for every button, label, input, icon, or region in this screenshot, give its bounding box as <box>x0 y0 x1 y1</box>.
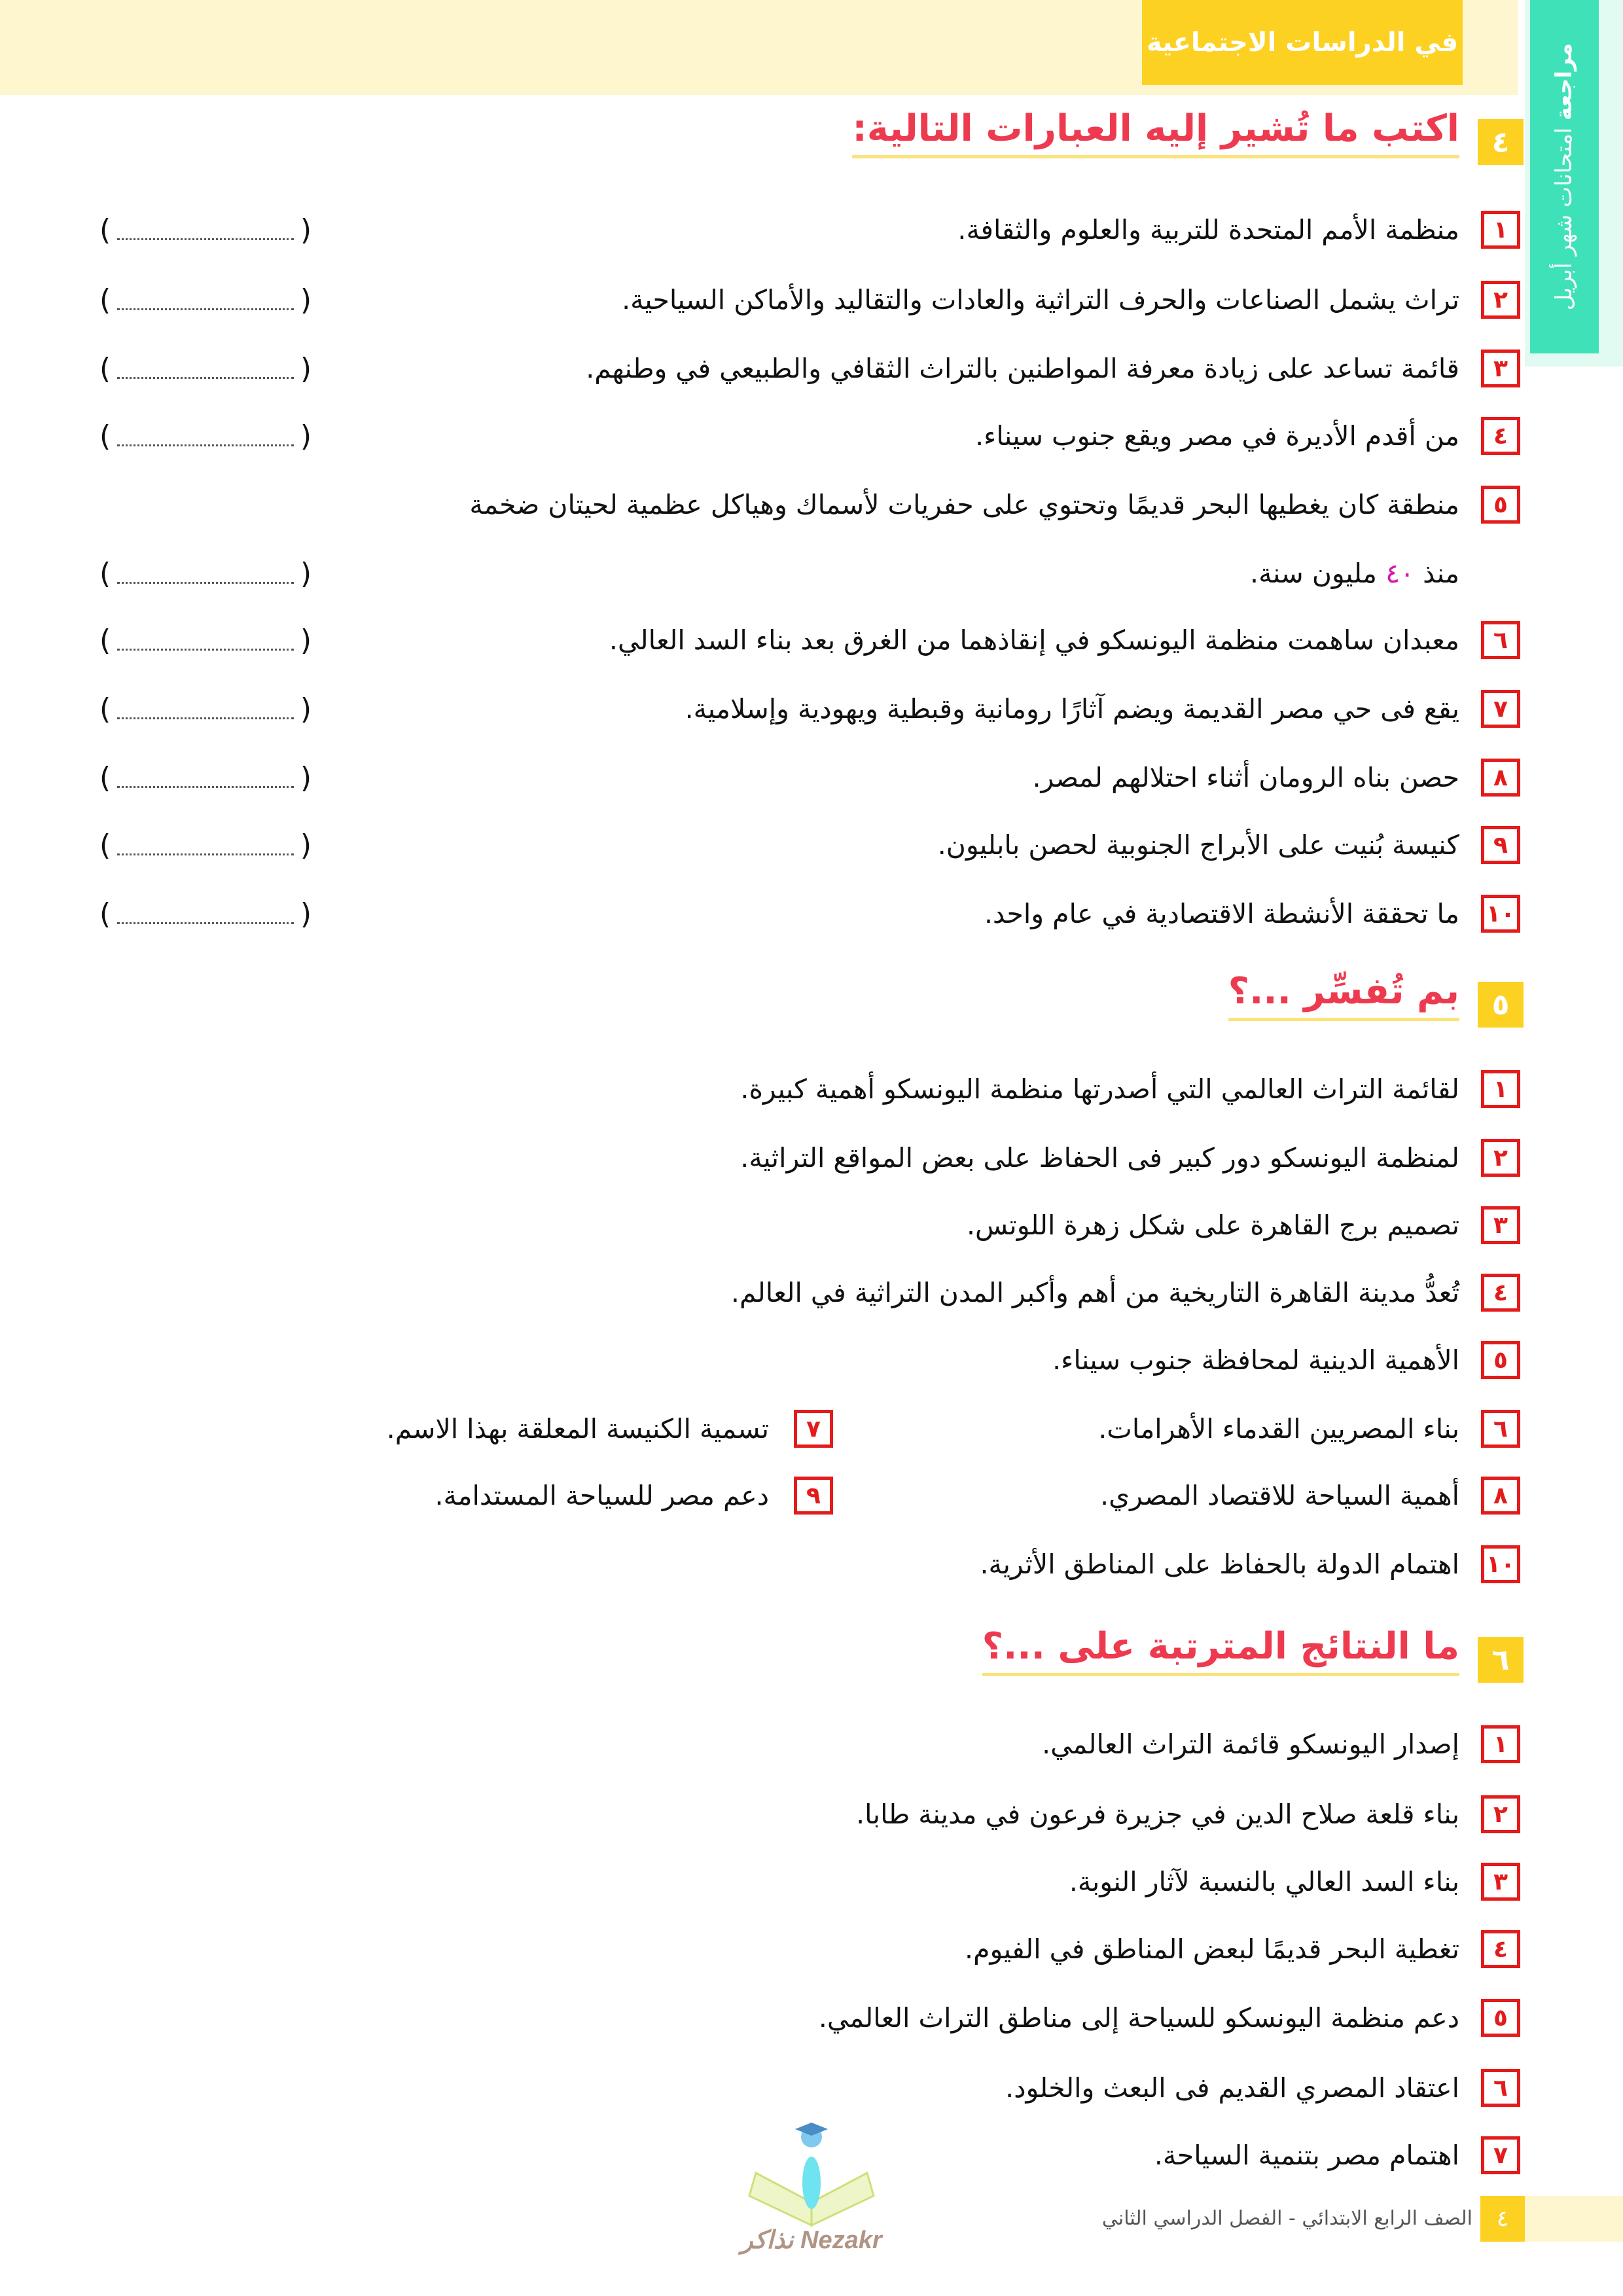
paren-close: ) <box>300 623 312 657</box>
answer-blank[interactable] <box>99 281 312 319</box>
cont-a: منذ <box>1414 558 1459 589</box>
item-text: تصميم برج القاهرة على شكل زهرة اللوتس. <box>967 1210 1459 1241</box>
footer-text: الصف الرابع الابتدائي - الفصل الدراسي الثاني <box>1101 2207 1472 2230</box>
paren-close: ) <box>300 761 312 795</box>
item-number-box: ٣ <box>1481 350 1520 387</box>
item-number-box: ١٠ <box>1481 895 1520 933</box>
answer-line[interactable] <box>117 308 294 310</box>
paren-close: ) <box>300 556 312 590</box>
item-number-box: ٥ <box>1481 1341 1520 1379</box>
item-number-box: ٤ <box>1481 1274 1520 1312</box>
answer-blank[interactable] <box>99 350 312 387</box>
logo-text: Nezakr نذاكر <box>741 2227 882 2254</box>
item-text: تراث يشمل الصناعات والحرف التراثية والعادات والتقاليد والأماكن السياحية. <box>622 284 1459 315</box>
paren-open: ( <box>99 623 111 657</box>
answer-line[interactable] <box>117 582 294 584</box>
paren-close: ) <box>300 351 312 386</box>
item-text: لقائمة التراث العالمي التي أصدرتها منظمة اليونسكو أهمية كبيرة. <box>740 1073 1459 1105</box>
item-text: أهمية السياحة للاقتصاد المصري. <box>1100 1480 1459 1511</box>
answer-blank[interactable] <box>99 759 312 797</box>
item-text-continuation <box>1250 554 1459 592</box>
answer-blank[interactable] <box>99 895 312 933</box>
item-number-box: ١٠ <box>1481 1545 1520 1583</box>
paren-open: ( <box>99 692 111 726</box>
item-text: دعم مصر للسياحة المستدامة. <box>435 1480 769 1511</box>
answer-line[interactable] <box>117 649 294 651</box>
answer-blank[interactable] <box>99 690 312 728</box>
item-text: بناء المصريين القدماء الأهرامات. <box>1098 1413 1459 1444</box>
item-number-box: ٤ <box>1481 1930 1520 1968</box>
item-text: اعتقاد المصري القديم فى البعث والخلود. <box>1005 2072 1459 2104</box>
item-text: بناء السد العالي بالنسبة لآثار النوبة. <box>1069 1866 1459 1897</box>
item-number-box: ٧ <box>1481 2136 1520 2174</box>
answer-line[interactable] <box>117 238 294 240</box>
answer-blank[interactable] <box>99 554 312 592</box>
answer-blank[interactable] <box>99 826 312 864</box>
answer-line[interactable] <box>117 922 294 924</box>
paren-open: ( <box>99 897 111 931</box>
item-number-box: ٩ <box>1481 826 1520 864</box>
item-number-box: ٦ <box>1481 621 1520 659</box>
item-number-box: ٣ <box>1481 1863 1520 1901</box>
item-number-box: ٦ <box>1481 1410 1520 1448</box>
item-number-box: ٥ <box>1481 486 1520 524</box>
paren-open: ( <box>99 556 111 590</box>
item-number-box: ٨ <box>1481 759 1520 797</box>
answer-line[interactable] <box>117 853 294 855</box>
paren-close: ) <box>300 419 312 453</box>
cont-b: مليون سنة. <box>1250 558 1386 589</box>
answer-line[interactable] <box>117 377 294 379</box>
item-text: بناء قلعة صلاح الدين في جزيرة فرعون في مدينة طابا. <box>856 1799 1459 1830</box>
paren-open: ( <box>99 761 111 795</box>
paren-close: ) <box>300 828 312 862</box>
answer-line[interactable] <box>117 444 294 446</box>
item-text: تسمية الكنيسة المعلقة بهذا الاسم. <box>386 1413 769 1444</box>
item-text: الأهمية الدينية لمحافظة جنوب سيناء. <box>1052 1344 1459 1376</box>
item-number-box: ٢ <box>1481 1795 1520 1833</box>
item-text: اهتمام مصر بتنمية السياحة. <box>1154 2140 1459 2171</box>
item-number-box: ٦ <box>1481 2069 1520 2107</box>
section-number-box: ٥ <box>1478 982 1524 1028</box>
item-text: لمنظمة اليونسكو دور كبير فى الحفاظ على بعض المواقع التراثية. <box>740 1142 1459 1174</box>
item-text: كنيسة بُنيت على الأبراج الجنوبية لحصن بابليون. <box>937 829 1459 861</box>
paren-close: ) <box>300 213 312 247</box>
answer-blank[interactable] <box>99 211 312 249</box>
paren-open: ( <box>99 351 111 386</box>
item-text: تغطية البحر قديمًا لبعض المناطق في الفيوم. <box>965 1933 1459 1965</box>
page-number: ٤ <box>1480 2196 1525 2242</box>
section-title: اكتب ما تُشير إليه العبارات التالية: <box>852 107 1459 158</box>
item-text: ما تحققة الأنشطة الاقتصادية في عام واحد. <box>984 898 1459 929</box>
paren-open: ( <box>99 419 111 453</box>
item-number-box: ٧ <box>1481 690 1520 728</box>
item-text: إصدار اليونسكو قائمة التراث العالمي. <box>1042 1729 1459 1760</box>
paren-close: ) <box>300 692 312 726</box>
side-tab-rest: امتحانات شهر أبريل <box>1551 127 1578 311</box>
item-number-box: ١ <box>1481 1070 1520 1108</box>
footer-band <box>1525 2196 1623 2242</box>
section-title: بم تُفسِّر ...؟ <box>1228 970 1459 1021</box>
item-text: دعم منظمة اليونسكو للسياحة إلى مناطق التراث العالمي. <box>818 2002 1459 2034</box>
answer-line[interactable] <box>117 786 294 788</box>
highlighted-number: ٤٠ <box>1385 558 1415 589</box>
answer-line[interactable] <box>117 717 294 719</box>
paren-open: ( <box>99 213 111 247</box>
paren-open: ( <box>99 283 111 317</box>
item-number-box: ١ <box>1481 1725 1520 1763</box>
item-text: منظمة الأمم المتحدة للتربية والعلوم والثقافة. <box>957 214 1459 245</box>
section-title: ما النتائج المترتبة على ...؟ <box>982 1625 1459 1676</box>
item-text: اهتمام الدولة بالحفاظ على المناطق الأثرية. <box>980 1549 1459 1580</box>
item-number-box: ٣ <box>1481 1206 1520 1244</box>
nezakr-logo <box>717 2111 906 2255</box>
item-text: حصن بناه الرومان أثناء احتلالهم لمصر. <box>1032 762 1459 793</box>
item-text: قائمة تساعد على زيادة معرفة المواطنين بالتراث الثقافي والطبيعي في وطنهم. <box>586 353 1459 384</box>
item-number-box: ٤ <box>1481 417 1520 455</box>
item-text: منطقة كان يغطيها البحر قديمًا وتحتوي على حفريات لأسماك وهياكل عظمية لحيتان ضخمة <box>469 489 1459 520</box>
paren-close: ) <box>300 897 312 931</box>
item-number-box: ٢ <box>1481 1139 1520 1177</box>
paren-close: ) <box>300 283 312 317</box>
section-number-box: ٦ <box>1478 1637 1524 1683</box>
item-number-box: ٧ <box>794 1410 833 1448</box>
item-text: تُعدُّ مدينة القاهرة التاريخية من أهم وأكبر المدن التراثية في العالم. <box>730 1277 1459 1308</box>
item-text: من أقدم الأديرة في مصر ويقع جنوب سيناء. <box>975 420 1459 452</box>
item-number-box: ٥ <box>1481 1999 1520 2037</box>
subject-title: في الدراسات الاجتماعية <box>1146 27 1459 58</box>
item-number-box: ٢ <box>1481 281 1520 319</box>
paren-open: ( <box>99 828 111 862</box>
item-number-box: ٩ <box>794 1477 833 1515</box>
side-tab-bold: مراجعة <box>1551 43 1578 120</box>
side-tab-label <box>1530 0 1599 353</box>
item-text: معبدان ساهمت منظمة اليونسكو في إنقاذهما من الغرق بعد بناء السد العالي. <box>609 624 1459 656</box>
section-number-box: ٤ <box>1478 119 1524 165</box>
answer-blank[interactable] <box>99 621 312 659</box>
item-text: يقع فى حي مصر القديمة ويضم آثارًا رومانية وقبطية ويهودية وإسلامية. <box>685 693 1459 725</box>
answer-blank[interactable] <box>99 417 312 455</box>
item-number-box: ٨ <box>1481 1477 1520 1515</box>
item-number-box: ١ <box>1481 211 1520 249</box>
